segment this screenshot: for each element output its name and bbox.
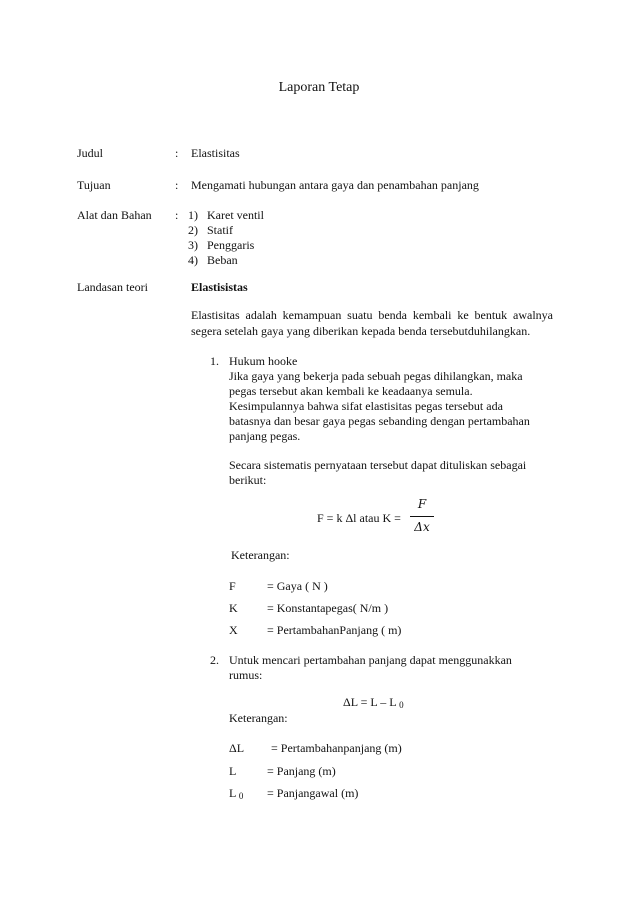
item1-title: Hukum hooke xyxy=(229,354,298,368)
def2-desc-deltaL: = Pertambahanpanjang (m) xyxy=(271,741,402,755)
tujuan-colon: : xyxy=(175,178,179,192)
item1-line-3: Kesimpulannya bahwa sifat elastisitas pegas tersebut ada xyxy=(229,399,503,413)
item1-sys-line-2: berikut: xyxy=(229,473,267,487)
landasan-heading: Elastisistas xyxy=(191,280,248,294)
alat-colon: : xyxy=(175,208,179,222)
judul-value: Elastisitas xyxy=(191,146,240,160)
page-title: Laporan Tetap xyxy=(278,80,360,95)
judul-label: Judul xyxy=(77,146,104,160)
item1-number: 1. xyxy=(210,354,219,368)
item1-sys-line-1: Secara sistematis pernyataan tersebut dapat dituliskan sebagai xyxy=(229,458,527,472)
tujuan-value: Mengamati hubungan antara gaya dan penambahan panjang xyxy=(191,178,479,192)
item1-line-2: pegas tersebut akan kembali ke keadaanya semula. xyxy=(229,384,473,398)
length-formula-sub: 0 xyxy=(399,700,404,710)
length-formula xyxy=(343,694,404,711)
def1-desc-X: = PertambahanPanjang ( m) xyxy=(267,623,402,637)
length-formula-main: ΔL = L – L xyxy=(343,695,397,709)
alat-item-4: Beban xyxy=(207,253,238,267)
def2-symbol-L0-main: L xyxy=(229,786,236,800)
def2-symbol-L: L xyxy=(229,764,237,778)
alat-num-2: 2) xyxy=(188,223,198,237)
hooke-formula: F = k Δl atau K = xyxy=(317,511,401,525)
item1-line-1: Jika gaya yang bekerja pada sebuah pegas dihilangkan, maka xyxy=(229,369,523,383)
judul-colon: : xyxy=(175,146,179,160)
item2-line-2: rumus: xyxy=(229,668,263,682)
def2-symbol-L0 xyxy=(229,785,243,802)
def1-symbol-F: F xyxy=(229,579,236,593)
def1-desc-K: = Konstantapegas( N/m ) xyxy=(267,601,389,615)
alat-item-3: Penggaris xyxy=(207,238,255,252)
fraction-numerator: F xyxy=(417,497,427,511)
def1-desc-F: = Gaya ( N ) xyxy=(267,579,328,593)
alat-label: Alat dan Bahan xyxy=(77,208,152,222)
alat-num-3: 3) xyxy=(188,238,198,252)
def2-symbol-deltaL: ΔL xyxy=(229,741,245,755)
item2-number: 2. xyxy=(210,653,219,667)
def2-desc-L: = Panjang (m) xyxy=(267,764,336,778)
intro-line-1: Elastisitas adalah kemampuan suatu benda kembali ke bentuk awalnya xyxy=(191,308,553,322)
def2-desc-L0: = Panjangawal (m) xyxy=(267,786,359,800)
def1-symbol-X: X xyxy=(229,623,238,637)
def1-symbol-K: K xyxy=(229,601,238,615)
fraction-bar xyxy=(410,516,434,517)
item1-keterangan: Keterangan: xyxy=(231,548,290,562)
alat-item-1: Karet ventil xyxy=(207,208,264,222)
tujuan-label: Tujuan xyxy=(77,178,111,192)
item2-keterangan: Keterangan: xyxy=(229,711,288,725)
item2-line-1: Untuk mencari pertambahan panjang dapat menggunakkan xyxy=(229,653,512,667)
landasan-label: Landasan teori xyxy=(77,280,148,294)
alat-num-4: 4) xyxy=(188,253,198,267)
item1-line-5: panjang pegas. xyxy=(229,429,301,443)
item1-line-4: batasnya dan besar gaya pegas sebanding dengan pertambahan xyxy=(229,414,530,428)
fraction-denominator: Δx xyxy=(414,520,430,534)
intro-line-2: segera setelah gaya yang diberikan kepada benda tersebutduhilangkan. xyxy=(191,324,531,338)
alat-item-2: Statif xyxy=(207,223,233,237)
def2-symbol-L0-sub: 0 xyxy=(238,791,244,801)
alat-num-1: 1) xyxy=(188,208,198,222)
